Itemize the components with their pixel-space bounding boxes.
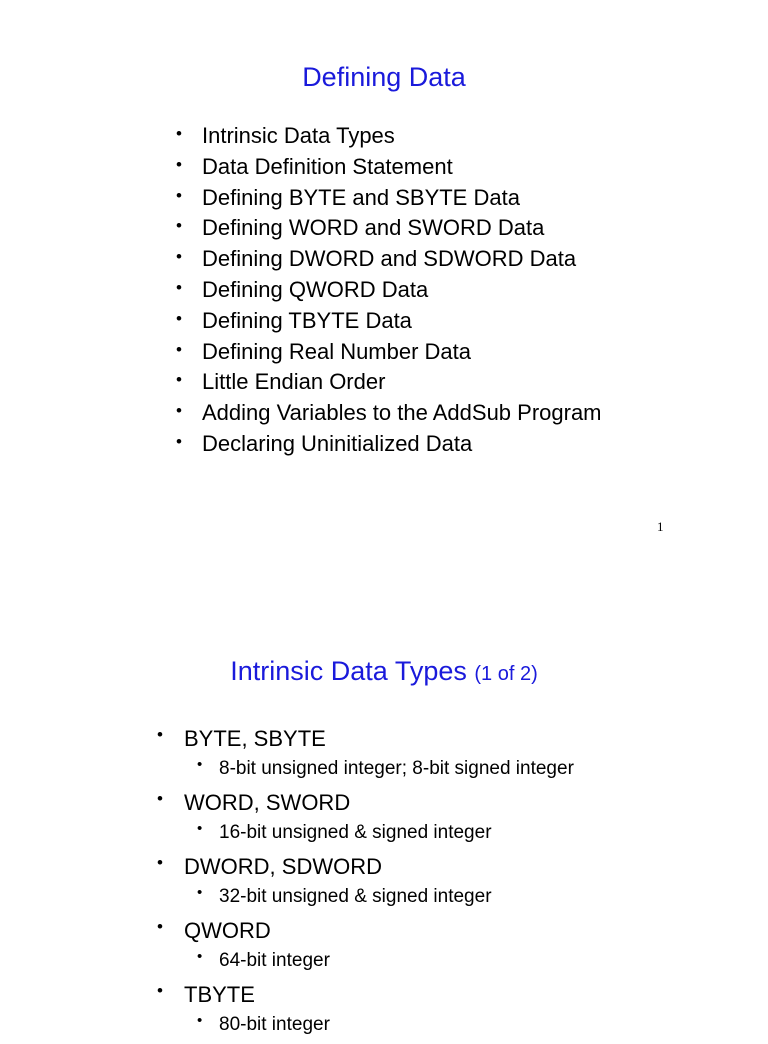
bullet-icon: •	[176, 370, 182, 390]
list-item	[176, 183, 602, 214]
list-item-label: Little Endian Order	[202, 369, 386, 395]
sub-list-item-label: 8-bit unsigned integer; 8-bit signed integer	[219, 758, 574, 779]
sub-bullet-icon: •	[197, 820, 203, 837]
list-item	[157, 980, 574, 1040]
sub-list	[184, 946, 574, 976]
list-item	[157, 916, 574, 976]
list-item	[157, 852, 574, 912]
sub-list-item-label: 64-bit integer	[219, 950, 330, 971]
list-item-label: DWORD, SDWORD	[184, 854, 382, 879]
list-item	[176, 337, 602, 368]
list-item-label: TBYTE	[184, 982, 255, 1007]
list-item	[157, 788, 574, 848]
slide-intrinsic-data-types	[0, 620, 768, 1035]
bullet-icon: •	[157, 981, 163, 1000]
list-item-label: BYTE, SBYTE	[184, 726, 326, 751]
list-item	[176, 244, 602, 275]
sub-list-item-label: 16-bit unsigned & signed integer	[219, 822, 492, 843]
sub-bullet-icon: •	[197, 1012, 203, 1029]
bullet-icon: •	[157, 853, 163, 872]
sub-bullet-icon: •	[197, 756, 203, 773]
bullet-icon: •	[176, 339, 182, 359]
sub-list-item-label: 32-bit unsigned & signed integer	[219, 886, 492, 907]
bullet-icon: •	[176, 216, 182, 236]
slide-title-text: Intrinsic Data Types	[230, 656, 467, 686]
bullet-icon: •	[157, 725, 163, 744]
list-item-label: Defining WORD and SWORD Data	[202, 215, 545, 241]
bullet-icon: •	[176, 124, 182, 143]
list-item-label: QWORD	[184, 918, 271, 943]
bullet-icon: •	[176, 401, 182, 421]
list-item	[176, 121, 602, 152]
bullet-icon: •	[176, 431, 182, 451]
page-number: 1	[657, 519, 664, 534]
bullet-icon: •	[157, 789, 163, 808]
list-item-label: Defining TBYTE Data	[202, 307, 412, 333]
sub-list-item	[188, 754, 574, 784]
sub-list	[184, 1010, 574, 1040]
list-item-label: Defining DWORD and SDWORD Data	[202, 246, 577, 272]
sub-list	[184, 882, 574, 912]
sub-list-item	[188, 882, 574, 912]
type-list	[157, 724, 574, 1044]
bullet-icon: •	[176, 185, 182, 205]
sub-list-item	[188, 818, 574, 848]
sub-bullet-icon: •	[197, 884, 203, 901]
list-item-label: Declaring Uninitialized Data	[202, 430, 473, 456]
sub-list-item	[188, 1010, 574, 1040]
bullet-icon: •	[176, 154, 182, 174]
bullet-icon: •	[176, 247, 182, 267]
sub-list-item	[188, 946, 574, 976]
slide-title: Defining Data	[302, 62, 466, 92]
list-item-label: Adding Variables to the AddSub Program	[202, 400, 602, 426]
slide-title-suffix: (1 of 2)	[474, 663, 538, 685]
sub-list	[184, 754, 574, 784]
list-item-label: Defining QWORD Data	[202, 276, 429, 302]
list-item-label: Defining BYTE and SBYTE Data	[202, 184, 520, 210]
list-item	[176, 275, 602, 306]
list-item	[176, 429, 602, 460]
list-item	[176, 398, 602, 429]
list-item	[157, 724, 574, 784]
list-item	[176, 213, 602, 244]
list-item-label: WORD, SWORD	[184, 790, 351, 815]
list-item-label: Data Definition Statement	[202, 153, 453, 179]
list-item	[176, 152, 602, 183]
list-item	[176, 367, 602, 398]
bullet-icon: •	[157, 917, 163, 936]
list-item-label: Intrinsic Data Types	[202, 123, 395, 148]
list-item	[176, 306, 602, 337]
topic-list	[176, 121, 602, 460]
list-item-label: Defining Real Number Data	[202, 338, 472, 364]
sub-list-item-label: 80-bit integer	[219, 1014, 330, 1035]
bullet-icon: •	[176, 308, 182, 328]
bullet-icon: •	[176, 277, 182, 297]
sub-bullet-icon: •	[197, 948, 203, 965]
slide-title	[0, 654, 768, 691]
sub-list	[184, 818, 574, 848]
